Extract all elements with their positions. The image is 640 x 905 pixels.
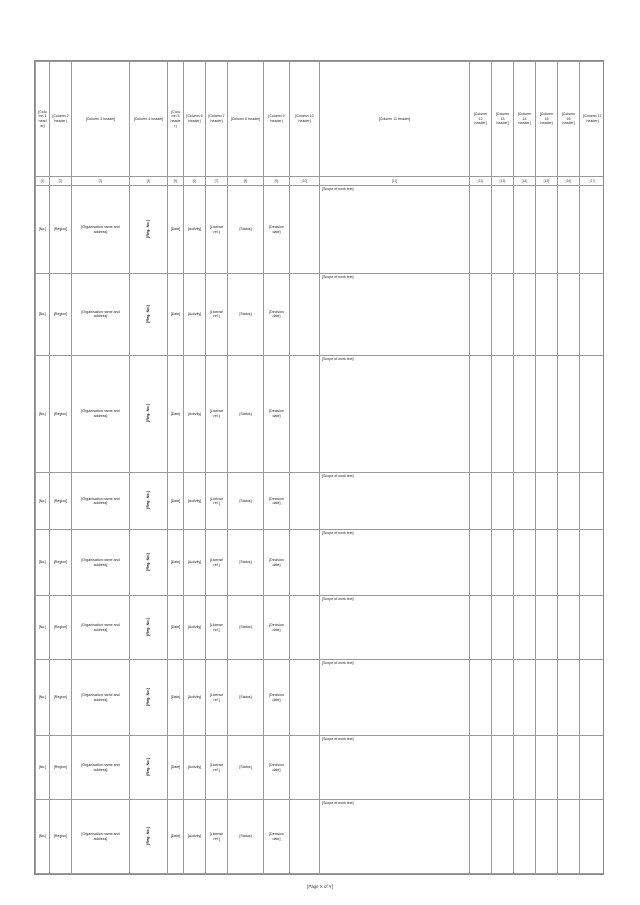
extra-cell <box>492 800 514 874</box>
extra-cell <box>536 274 558 355</box>
scope-of-work: [Scope of work text] <box>320 596 470 660</box>
extra-cell <box>514 736 536 800</box>
column-number: [10] <box>290 177 320 186</box>
extra-cell <box>558 660 580 736</box>
extra-cell <box>558 596 580 660</box>
column-number: [3] <box>72 177 130 186</box>
scope-of-work: [Scope of work text] <box>320 736 470 800</box>
scope-of-work: [Scope of work text] <box>320 355 470 473</box>
column-number: [1] <box>36 177 50 186</box>
extra-cell <box>290 529 320 595</box>
registration-number-text: [Reg. No.] <box>146 491 151 510</box>
region-cell: [Region] <box>50 660 72 736</box>
organisation-cell: [Organisation name and address] <box>72 736 130 800</box>
extra-cell <box>470 596 492 660</box>
status-cell: [Status] <box>228 529 264 595</box>
organisation-cell: [Organisation name and address] <box>72 274 130 355</box>
extra-cell <box>290 736 320 800</box>
region-cell: [Region] <box>50 596 72 660</box>
record-date: [Date] <box>168 736 184 800</box>
page-footer: [Page X of Y] <box>307 884 333 889</box>
activity-cell: [Activity] <box>184 529 206 595</box>
extra-cell <box>580 355 605 473</box>
registration-number-text: [Reg. No.] <box>146 552 151 571</box>
registration-number <box>130 596 168 660</box>
column-number: [2] <box>50 177 72 186</box>
record-date: [Date] <box>168 473 184 530</box>
column-number: [17] <box>580 177 605 186</box>
status-cell: [Status] <box>228 355 264 473</box>
status-cell: [Status] <box>228 186 264 274</box>
registration-number <box>130 274 168 355</box>
status-cell: [Status] <box>228 660 264 736</box>
extra-cell <box>492 736 514 800</box>
column-header: [Column 3 header] <box>72 62 130 177</box>
row-number: [No.] <box>36 186 50 274</box>
decision-date: [Decision date] <box>264 529 290 595</box>
extra-cell <box>290 800 320 874</box>
activity-cell: [Activity] <box>184 274 206 355</box>
extra-cell <box>558 736 580 800</box>
column-number: [16] <box>558 177 580 186</box>
decision-date: [Decision date] <box>264 473 290 530</box>
column-number: [13] <box>492 177 514 186</box>
registration-number-text: [Reg. No.] <box>146 304 151 323</box>
extra-cell <box>580 473 605 530</box>
license-reference: [License ref.] <box>206 355 228 473</box>
license-reference: [License ref.] <box>206 800 228 874</box>
license-reference: [License ref.] <box>206 186 228 274</box>
region-cell: [Region] <box>50 529 72 595</box>
extra-cell <box>514 186 536 274</box>
license-reference: [License ref.] <box>206 274 228 355</box>
scope-of-work: [Scope of work text] <box>320 529 470 595</box>
extra-cell <box>536 596 558 660</box>
scope-of-work: [Scope of work text] <box>320 800 470 874</box>
record-date: [Date] <box>168 660 184 736</box>
row-number: [No.] <box>36 355 50 473</box>
extra-cell <box>536 355 558 473</box>
status-cell: [Status] <box>228 800 264 874</box>
extra-cell <box>514 473 536 530</box>
record-date: [Date] <box>168 529 184 595</box>
column-header: [Column 13 header] <box>492 62 514 177</box>
registration-number <box>130 800 168 874</box>
column-header: [Column 10 header] <box>290 62 320 177</box>
extra-cell <box>580 736 605 800</box>
registration-number-text: [Reg. No.] <box>146 826 151 845</box>
region-cell: [Region] <box>50 274 72 355</box>
registration-number-text: [Reg. No.] <box>146 219 151 238</box>
license-reference: [License ref.] <box>206 596 228 660</box>
organisation-cell: [Organisation name and address] <box>72 596 130 660</box>
column-header: [Column 7 header] <box>206 62 228 177</box>
table-row <box>36 529 605 595</box>
table-row <box>36 800 605 874</box>
extra-cell <box>514 355 536 473</box>
row-number: [No.] <box>36 529 50 595</box>
column-number: [12] <box>470 177 492 186</box>
activity-cell: [Activity] <box>184 596 206 660</box>
extra-cell <box>514 596 536 660</box>
column-number: [15] <box>536 177 558 186</box>
registration-number-text: [Reg. No.] <box>146 758 151 776</box>
organisation-cell: [Organisation name and address] <box>72 800 130 874</box>
table-row <box>36 596 605 660</box>
extra-cell <box>492 529 514 595</box>
license-reference: [License ref.] <box>206 660 228 736</box>
extra-cell <box>290 274 320 355</box>
extra-cell <box>536 186 558 274</box>
extra-cell <box>492 186 514 274</box>
region-cell: [Region] <box>50 355 72 473</box>
extra-cell <box>470 529 492 595</box>
column-header: [Column 2 header] <box>50 62 72 177</box>
column-header: [Column 12 header] <box>470 62 492 177</box>
organisation-cell: [Organisation name and address] <box>72 186 130 274</box>
registration-number <box>130 186 168 274</box>
registration-number-text: [Reg. No.] <box>146 617 151 636</box>
decision-date: [Decision date] <box>264 736 290 800</box>
extra-cell <box>492 274 514 355</box>
license-reference: [License ref.] <box>206 473 228 530</box>
column-header: [Column 8 header] <box>228 62 264 177</box>
column-header: [Column 16 header] <box>558 62 580 177</box>
extra-cell <box>492 596 514 660</box>
column-number: [9] <box>264 177 290 186</box>
activity-cell: [Activity] <box>184 800 206 874</box>
extra-cell <box>514 529 536 595</box>
extra-cell <box>492 473 514 530</box>
extra-cell <box>558 800 580 874</box>
decision-date: [Decision date] <box>264 800 290 874</box>
organisation-cell: [Organisation name and address] <box>72 660 130 736</box>
status-cell: [Status] <box>228 596 264 660</box>
scope-of-work: [Scope of work text] <box>320 186 470 274</box>
organisation-cell: [Organisation name and address] <box>72 355 130 473</box>
row-number: [No.] <box>36 473 50 530</box>
extra-cell <box>580 800 605 874</box>
extra-cell <box>536 800 558 874</box>
row-number: [No.] <box>36 736 50 800</box>
status-cell: [Status] <box>228 473 264 530</box>
scope-of-work: [Scope of work text] <box>320 660 470 736</box>
row-number: [No.] <box>36 800 50 874</box>
extra-cell <box>492 660 514 736</box>
table-row <box>36 736 605 800</box>
decision-date: [Decision date] <box>264 596 290 660</box>
extra-cell <box>514 274 536 355</box>
column-number: [14] <box>514 177 536 186</box>
organisation-cell: [Organisation name and address] <box>72 473 130 530</box>
extra-cell <box>290 660 320 736</box>
registration-number-text: [Reg. No.] <box>146 404 151 423</box>
registration-number <box>130 736 168 800</box>
column-header: [Column 4 header] <box>130 62 168 177</box>
extra-cell <box>470 473 492 530</box>
registration-number-text: [Reg. No.] <box>146 687 151 706</box>
extra-cell <box>580 529 605 595</box>
extra-cell <box>514 800 536 874</box>
table-row <box>36 186 605 274</box>
table-row <box>36 660 605 736</box>
record-date: [Date] <box>168 274 184 355</box>
decision-date: [Decision date] <box>264 660 290 736</box>
row-number: [No.] <box>36 274 50 355</box>
table-row <box>36 355 605 473</box>
extra-cell <box>558 186 580 274</box>
registry-sheet <box>34 60 604 875</box>
extra-cell <box>470 736 492 800</box>
record-date: [Date] <box>168 800 184 874</box>
extra-cell <box>536 473 558 530</box>
column-number: [4] <box>130 177 168 186</box>
activity-cell: [Activity] <box>184 355 206 473</box>
license-reference: [License ref.] <box>206 529 228 595</box>
activity-cell: [Activity] <box>184 736 206 800</box>
extra-cell <box>536 736 558 800</box>
extra-cell <box>580 274 605 355</box>
extra-cell <box>558 355 580 473</box>
header-row <box>36 62 605 177</box>
registry-table <box>35 61 604 874</box>
extra-cell <box>514 660 536 736</box>
activity-cell: [Activity] <box>184 186 206 274</box>
activity-cell: [Activity] <box>184 660 206 736</box>
decision-date: [Decision date] <box>264 186 290 274</box>
column-header: [Column 9 header] <box>264 62 290 177</box>
extra-cell <box>470 274 492 355</box>
extra-cell <box>536 529 558 595</box>
decision-date: [Decision date] <box>264 355 290 473</box>
status-cell: [Status] <box>228 736 264 800</box>
region-cell: [Region] <box>50 473 72 530</box>
registration-number <box>130 529 168 595</box>
extra-cell <box>558 274 580 355</box>
column-header: [Column 14 header] <box>514 62 536 177</box>
column-number: [6] <box>184 177 206 186</box>
column-header: [Column 5 header] <box>168 62 184 177</box>
extra-cell <box>558 473 580 530</box>
column-number: [5] <box>168 177 184 186</box>
extra-cell <box>290 186 320 274</box>
column-number: [8] <box>228 177 264 186</box>
column-header: [Column 11 header] <box>320 62 470 177</box>
record-date: [Date] <box>168 186 184 274</box>
record-date: [Date] <box>168 596 184 660</box>
decision-date: [Decision date] <box>264 274 290 355</box>
status-cell: [Status] <box>228 274 264 355</box>
license-reference: [License ref.] <box>206 736 228 800</box>
table-row <box>36 473 605 530</box>
extra-cell <box>290 473 320 530</box>
region-cell: [Region] <box>50 800 72 874</box>
registry-body <box>36 186 605 874</box>
registration-number <box>130 473 168 530</box>
extra-cell <box>290 355 320 473</box>
column-number: [11] <box>320 177 470 186</box>
extra-cell <box>492 355 514 473</box>
column-header: [Column 1 header] <box>36 62 50 177</box>
extra-cell <box>470 355 492 473</box>
extra-cell <box>536 660 558 736</box>
extra-cell <box>580 186 605 274</box>
activity-cell: [Activity] <box>184 473 206 530</box>
organisation-cell: [Organisation name and address] <box>72 529 130 595</box>
region-cell: [Region] <box>50 736 72 800</box>
column-header: [Column 17 header] <box>580 62 605 177</box>
column-number: [7] <box>206 177 228 186</box>
extra-cell <box>580 596 605 660</box>
registration-number <box>130 355 168 473</box>
scope-of-work: [Scope of work text] <box>320 473 470 530</box>
column-number-row <box>36 177 605 186</box>
table-row <box>36 274 605 355</box>
extra-cell <box>558 529 580 595</box>
row-number: [No.] <box>36 660 50 736</box>
column-header: [Column 15 header] <box>536 62 558 177</box>
region-cell: [Region] <box>50 186 72 274</box>
registration-number <box>130 660 168 736</box>
extra-cell <box>470 186 492 274</box>
extra-cell <box>290 596 320 660</box>
extra-cell <box>470 800 492 874</box>
scope-of-work: [Scope of work text] <box>320 274 470 355</box>
extra-cell <box>580 660 605 736</box>
row-number: [No.] <box>36 596 50 660</box>
extra-cell <box>470 660 492 736</box>
column-header: [Column 6 header] <box>184 62 206 177</box>
record-date: [Date] <box>168 355 184 473</box>
